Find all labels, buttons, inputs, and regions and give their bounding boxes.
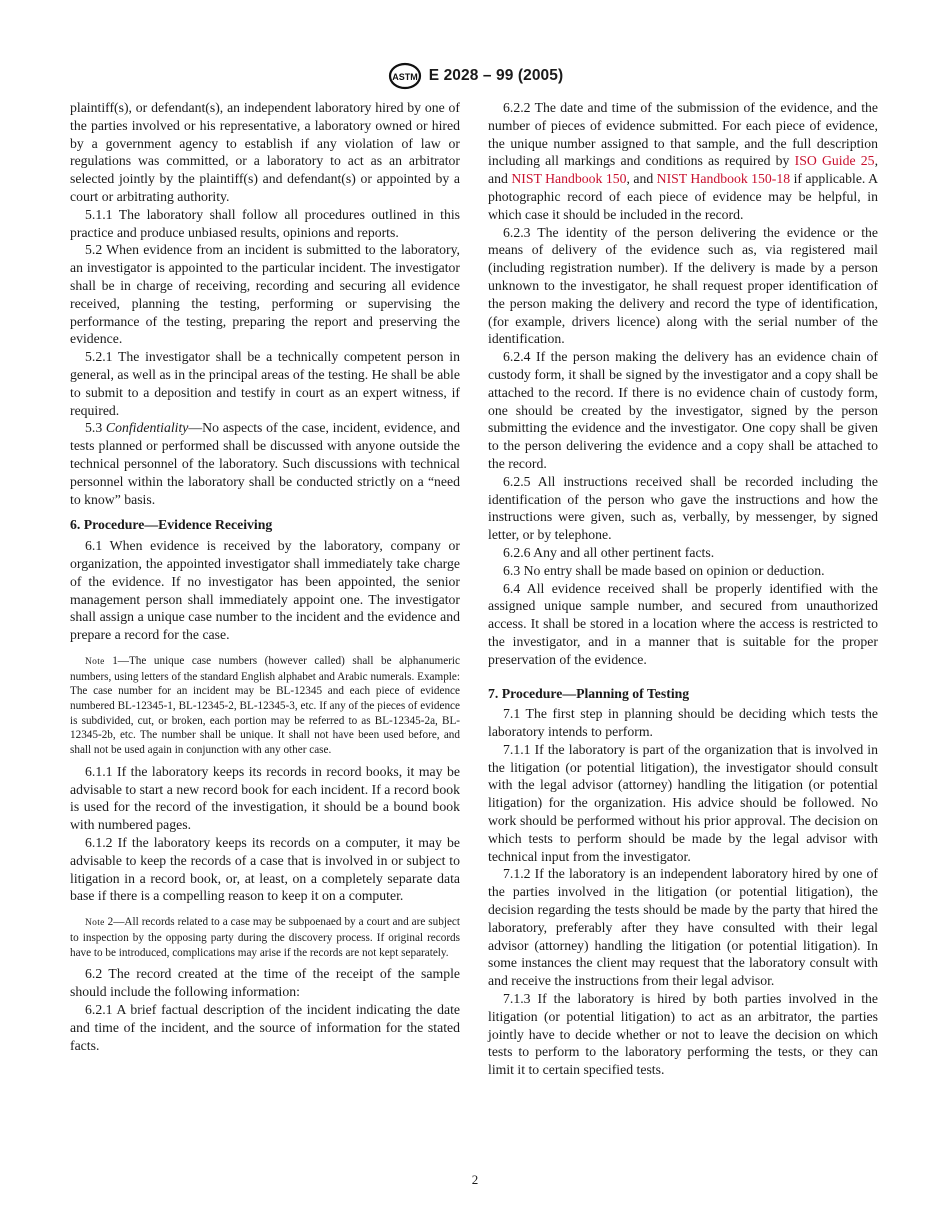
paragraph-5-1-1: 5.1.1 The laboratory shall follow all procedures outlined in this practice and produce unbiased results, opinions and reports.	[70, 206, 460, 240]
astm-logo-icon	[387, 62, 423, 90]
note-2: Note 2—All records related to a case may be subpoenaed by a court and are subject to inspection by the opposing party during the discovery process. If original records have to be introduced, complications may arise if the records are not kept separately.	[70, 916, 460, 959]
right-column	[488, 99, 878, 1079]
page-header	[0, 62, 950, 90]
nist-handbook-150-18-link[interactable]: NIST Handbook 150-18	[656, 171, 791, 187]
document-designation: E 2028 – 99 (2005)	[428, 67, 564, 84]
confidentiality-term: Confidentiality	[105, 420, 189, 436]
paragraph-6-2-1: 6.2.1 A brief factual description of the incident indicating the date and time of the incident, and the source of information for the stated facts.	[70, 1001, 460, 1053]
paragraph-6-1: 6.1 When evidence is received by the laboratory, company or organization, the appointed investigator shall immediately take charge of the evidence. If no investigator has been appointed, the senior management person shall immediately appoint one. The investigator shall assign a unique case number to the incident and the evidence and prepare a record for the case.	[70, 538, 460, 643]
paragraph-6-2-2: 6.2.2 The date and time of the submission of the evidence, and the number of pieces of evidence submitted. For each piece of evidence, the unique number assigned to that sample, and the full description including all markings and conditions as required by ISO Guide 25, and NIST Handbook 150, and NIST Handbook 150-18 if applicable. A photographic record of each piece of evidence may be helpful, in which case it should be included in the record.	[488, 100, 878, 222]
section-6-heading: 6. Procedure—Evidence Receiving	[70, 517, 273, 533]
paragraph-7-1-3: 7.1.3 If the laboratory is hired by both parties involved in the litigation (or potential litigation) to act as an arbitrator, the parties jointly have to decide whether or not to leave the decision on which tests to perform to the laboratory performing the tests, or they can limit it to certain specified tests.	[488, 991, 878, 1078]
paragraph-6-2-6: 6.2.6 Any and all other pertinent facts.	[503, 544, 715, 560]
paragraph-6-4: 6.4 All evidence received shall be properly identified with the assigned unique sample number, and secured from unauthorized access. It shall be stored in a location where the access is restricted to the investigator, and in a manner that is suitable for the proper preservation of the evidence.	[488, 580, 878, 667]
paragraph-7-1-1: 7.1.1 If the laboratory is part of the organization that is involved in the litigation (or potential litigation), the investigator should consult with the legal advisor (attorney) handling the litigation (or potential litigation) for the organization. His advice should be followed. No work should be performed without his prior approval. The decision on which tests to perform should be made by the legal advisor with technical input from the investigator.	[488, 741, 878, 864]
paragraph-6-2-3: 6.2.3 The identity of the person delivering the evidence or the means of delivery of the evidence such as, via registered mail (including registration number). If the delivery is made by a person unknown to the investigator, he shall request proper identification of the person making the delivery and record the type of identification, (for example, drivers licence) along with the serial number of the identification.	[488, 224, 878, 347]
note-1: Note 1—The unique case numbers (however called) shall be alphanumeric numbers, using letters of the standard English alphabet and Arabic numerals. Example: The case number for an incident may be BL-12345 and each piece of evidence numbered BL-12345-1, BL-12345-2, BL-12345-3, etc. If any of the pieces of evidence is subdivided, cut, or broken, each portion may be referred to as BL-12345-2a, BL-12345-2b, etc. The number shall be unique. It shall not have been used before, and shall not be used again in conjunction with any other case.	[70, 654, 460, 757]
paragraph-7-1-2: 7.1.2 If the laboratory is an independent laboratory hired by one of the parties involved in the litigation (or potential litigation), the decision regarding the tests should be made by the party that hired the laboratory, preferably after they have consulted with their legal advisor (attorney) handling the litigation (or potential litigation). In some instances the client may request that the laboratory consult with and receive the instructions from their legal advisor.	[488, 866, 878, 989]
paragraph-6-3: 6.3 No entry shall be made based on opinion or deduction.	[503, 562, 825, 578]
paragraph-6-2-5: 6.2.5 All instructions received shall be recorded including the identification of the person who gave the instructions and how the instructions were given, such as, verbally, by messenger, by signed letter, or by telephone.	[488, 473, 878, 543]
paragraph-5-3: 5.3 Confidentiality—No aspects of the case, incident, evidence, and tests planned or performed shall be discussed with anyone outside the technical personnel of the laboratory. Such discussions with technical personnel within the laboratory shall be conducted strictly on a “need to know” basis.	[70, 420, 460, 507]
paragraph-5-1-continued: plaintiff(s), or defendant(s), an independent laboratory hired by one of the parties involved or his representative, a laboratory owned or hired by a government agency to establish if any violation of law or regulations was committed, or a laboratory to act as an arbitrator selected jointly by the plaintiff(s) and defendant(s) or appointed by a court or arbitrating authority.	[70, 100, 460, 204]
paragraph-7-1: 7.1 The first step in planning should be deciding which tests the laboratory intends to perform.	[488, 706, 878, 740]
nist-handbook-150-link[interactable]: NIST Handbook 150	[511, 171, 627, 187]
astm-logo-text: ASTM	[391, 72, 418, 82]
iso-guide-25-link[interactable]: ISO Guide 25	[794, 153, 875, 169]
paragraph-6-2: 6.2 The record created at the time of the receipt of the sample should include the following information:	[70, 966, 460, 1000]
paragraph-5-2: 5.2 When evidence from an incident is submitted to the laboratory, an investigator is appointed to the particular incident. The investigator shall be in charge of receiving, recording and securing all evidence received, planning the testing, performing or supervising the performance of the testing, preparing the report and preserving the evidence.	[70, 242, 460, 347]
paragraph-6-2-4: 6.2.4 If the person making the delivery has an evidence chain of custody form, it shall be signed by the investigator and a copy shall be attached to the record. If there is no evidence chain of custody form, one should be created by the investigator, signed by the person submitting the evidence and the investigator. One copy shall be given to the person delivering the evidence and a copy shall be attached to the record.	[488, 349, 878, 471]
paragraph-5-2-1: 5.2.1 The investigator shall be a technically competent person in general, as well as in the principal areas of the testing. He shall be able to submit to a deposition and testify in court as an expert witness, if required.	[70, 349, 460, 418]
paragraph-6-1-1: 6.1.1 If the laboratory keeps its records in record books, it may be advisable to start a new record book for each incident. If a record book is used for the record of the investigation, it should be a bound book with numbered pages.	[70, 763, 460, 833]
paragraph-6-1-2: 6.1.2 If the laboratory keeps its records on a computer, it may be advisable to keep the records of a case that is involved in or subject to litigation in a record book, or, at least, on a completely separate data base if there is a compelling reason to keep it on a computer.	[70, 835, 460, 904]
left-column	[70, 99, 460, 1054]
section-7-heading: 7. Procedure—Planning of Testing	[488, 685, 690, 701]
page-number: 2	[471, 1172, 479, 1187]
